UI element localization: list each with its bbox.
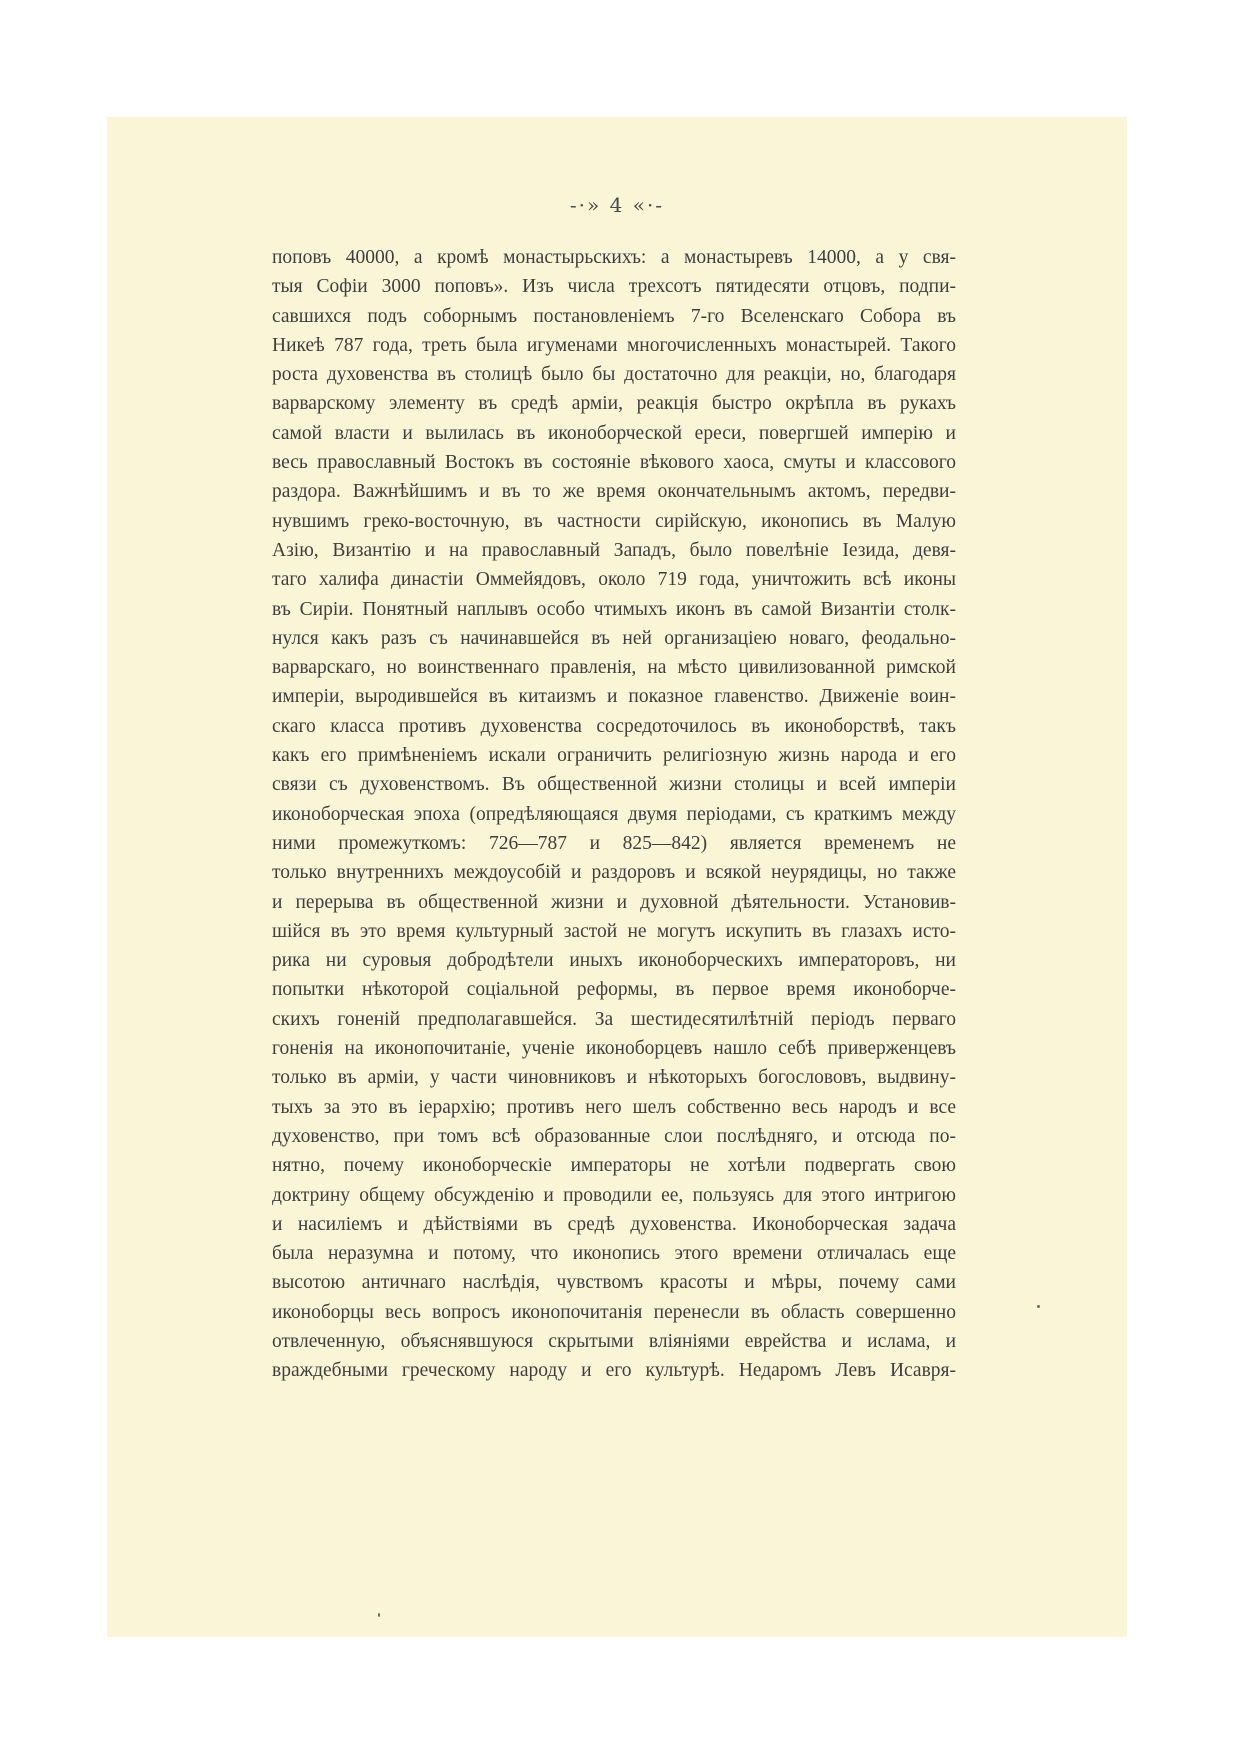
text-line: самой власти и вылилась въ иконоборческой ереси, повергшей имперію и — [272, 422, 956, 444]
text-line: роста духовенства въ столицѣ было бы достаточно для реакціи, но, благодаря — [272, 364, 956, 386]
text-line: Никеѣ 787 года, треть была игуменами многочисленныхъ монастырей. Такого — [272, 334, 956, 356]
text-line: таго халифа династіи Оммейядовъ, около 719 года, уничтожить всѣ иконы — [272, 569, 956, 591]
text-line: была неразумна и потому, что иконопись этого времени отличалась еще — [272, 1243, 956, 1265]
text-line: весь православный Востокъ въ состояніе вѣкового хаоса, смуты и классового — [272, 452, 956, 474]
text-line: нятно, почему иконоборческіе императоры не хотѣли подвергать свою — [272, 1155, 956, 1177]
text-line: враждебными греческому народу и его культурѣ. Недаромъ Левъ Исавря- — [272, 1360, 956, 1382]
text-line: связи съ духовенствомъ. Въ общественной жизни столицы и всей имперіи — [272, 774, 956, 796]
text-line: только въ арміи, у части чиновниковъ и нѣкоторыхъ богослововъ, выдвину- — [272, 1067, 956, 1089]
text-line: скихъ гоненій предполагавшейся. За шестидесятилѣтній періодъ перваго — [272, 1008, 956, 1030]
scanned-page — [107, 117, 1127, 1637]
scan-speck — [378, 1613, 380, 1617]
text-line: духовенство, при томъ всѣ образованные слои послѣдняго, и отсюда по- — [272, 1125, 956, 1147]
text-line: савшихся подъ соборнымъ постановленіемъ 7-го Вселенскаго Собора въ — [272, 305, 956, 327]
text-line: отвлеченную, объяснявшуюся скрытыми вліяніями еврейства и ислама, и — [272, 1330, 956, 1352]
text-line: раздора. Важнѣйшимъ и въ то же время окончательнымъ актомъ, передви- — [272, 481, 956, 503]
text-line: высотою античнаго наслѣдія, чувствомъ красоты и мѣры, почему сами — [272, 1272, 956, 1294]
text-line: иконоборческая эпоха (опредѣляющаяся двумя періодами, съ краткимъ между — [272, 803, 956, 825]
text-line: скаго класса противъ духовенства сосредоточилось въ иконоборствѣ, такъ — [272, 715, 956, 737]
text-line: только внутреннихъ междоусобій и раздоровъ и всякой неурядицы, но также — [272, 862, 956, 884]
text-line: нувшимъ греко-восточную, въ частности сирійскую, иконопись въ Малую — [272, 510, 956, 532]
text-line: поповъ 40000, а кромѣ монастырьскихъ: а монастыревъ 14000, а у свя- — [272, 247, 956, 268]
text-line: иконоборцы весь вопросъ иконопочитанія перенесли въ область совершенно — [272, 1301, 956, 1323]
text-line: и перерыва въ общественной жизни и духовной дѣятельности. Установив- — [272, 891, 956, 913]
text-line: тыхъ за это въ іерархію; противъ него шелъ собственно весь народъ и все — [272, 1096, 956, 1118]
text-line: попытки нѣкоторой соціальной реформы, въ первое время иконоборче- — [272, 979, 956, 1001]
scan-speck — [1037, 1305, 1040, 1308]
text-line: имперіи, выродившейся въ китаизмъ и показное главенство. Движеніе воин- — [272, 686, 956, 708]
text-line: доктрину общему обсужденію и проводили ее, пользуясь для этого интригою — [272, 1184, 956, 1206]
text-line: варварскому элементу въ средѣ арміи, реакція быстро окрѣпла въ рукахъ — [272, 393, 956, 415]
text-line: нулся какъ разъ съ начинавшейся въ ней организаціею новаго, феодально- — [272, 627, 956, 649]
text-line: Азію, Византію и на православный Западъ, было повелѣніе Іезида, девя- — [272, 539, 956, 561]
text-line: и насиліемъ и дѣйствіями въ средѣ духовенства. Иконоборческая задача — [272, 1213, 956, 1235]
text-line: гоненія на иконопочитаніе, ученіе иконоборцевъ нашло себѣ приверженцевъ — [272, 1038, 956, 1060]
text-line: какъ его примѣненіемъ искали ограничить религіозную жизнь народа и его — [272, 745, 956, 767]
page-number: -·» 4 «·- — [569, 193, 665, 217]
text-line: варварскаго, но воинственнаго правленія, на мѣсто цивилизованной римской — [272, 657, 956, 679]
text-line: ними промежуткомъ: 726—787 и 825—842) является временемъ не — [272, 832, 956, 854]
text-line: рика ни суровыя добродѣтели иныхъ иконоборческихъ императоровъ, ни — [272, 950, 956, 972]
text-line: шійся въ это время культурный застой не могутъ искупить въ глазахъ исто- — [272, 920, 956, 942]
text-line: тыя Софіи 3000 поповъ». Изъ числа трехсотъ пятидесяти отцовъ, подпи- — [272, 276, 956, 298]
body-text — [272, 243, 956, 1386]
text-line: въ Сиріи. Понятный наплывъ особо чтимыхъ иконъ въ самой Византіи столк- — [272, 598, 956, 620]
